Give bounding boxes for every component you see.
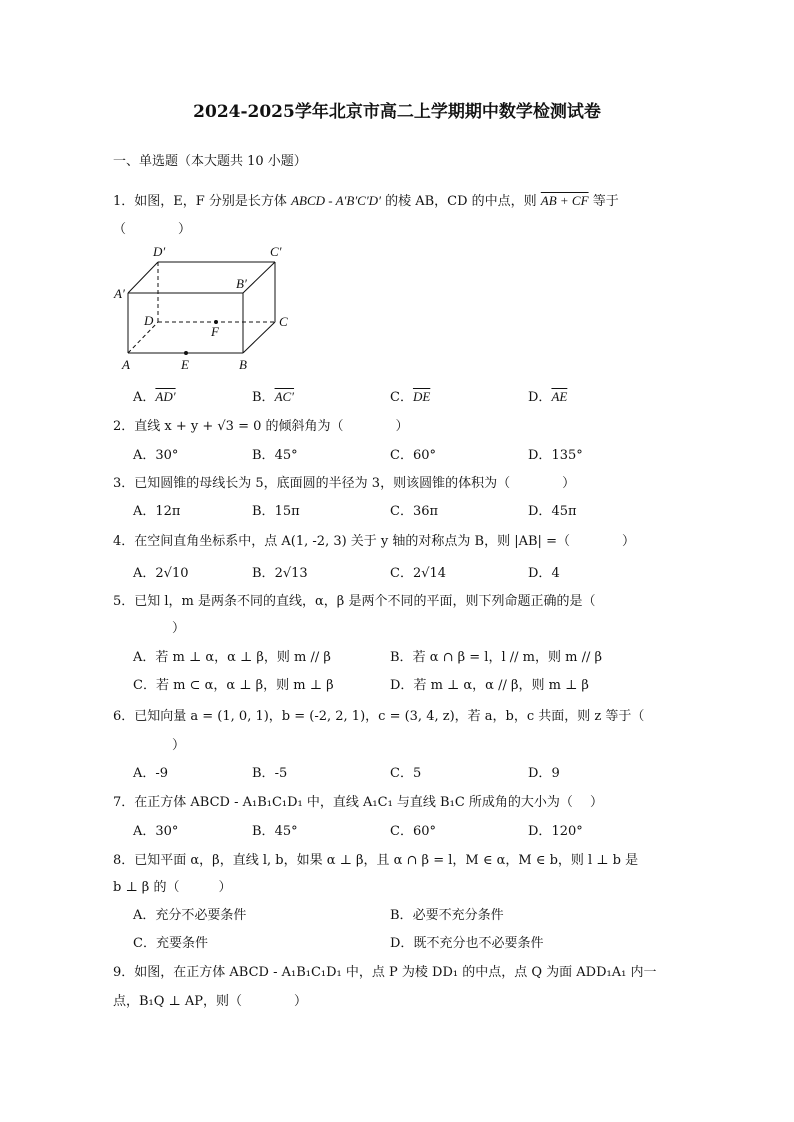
q2-option-a[interactable] <box>133 444 178 463</box>
question-2-stem: 2．直线 x + y + √3 = 0 的倾斜角为（ ） <box>113 419 409 434</box>
option-letter: D． <box>528 566 552 581</box>
q1-stem-end: 等于 <box>592 194 619 209</box>
option-text: $\overline{AE}$ <box>551 389 568 404</box>
q3-option-c[interactable] <box>390 500 438 519</box>
option-text: 60° <box>412 824 436 839</box>
q1-option-d[interactable] <box>528 386 567 405</box>
q5-option-d[interactable] <box>390 674 589 693</box>
option-letter: D． <box>528 390 552 405</box>
q6-option-b[interactable] <box>252 762 287 781</box>
q2-option-c[interactable] <box>390 444 436 463</box>
q5-option-b[interactable] <box>390 646 602 665</box>
option-text: -9 <box>155 766 169 781</box>
q6-option-c[interactable] <box>390 762 421 781</box>
q1-answer-paren: （ ） <box>113 222 192 237</box>
q1-stem-mid: 的棱 AB，CD 的中点，则 <box>385 194 537 209</box>
option-letter: C． <box>390 766 413 781</box>
option-text: 2√13 <box>274 566 308 581</box>
option-text: -5 <box>274 766 288 781</box>
option-letter: B． <box>390 908 413 923</box>
option-letter: D． <box>528 448 552 463</box>
option-text: 既不充分也不必要条件 <box>413 936 544 951</box>
question-5-stem: 5．已知 l，m 是两条不同的直线，α，β 是两个不同的平面，则下列命题正确的是（ <box>113 594 596 609</box>
option-letter: C． <box>133 936 156 951</box>
option-text: AC′ <box>274 389 295 404</box>
option-text: 若 m ⊂ α，α ⊥ β，则 m ⊥ β <box>155 678 334 693</box>
question-8-stem: 8．已知平面 α，β，直线 l, b，如果 α ⊥ β，且 α ∩ β = l，M ∈ α，M ∈ b，则 l ⊥ b 是 <box>113 853 639 868</box>
q8-option-a[interactable] <box>133 904 246 923</box>
q7-option-a[interactable] <box>133 820 178 839</box>
question-4-stem: 4．在空间直角坐标系中，点 A(1, -2, 3) 关于 y 轴的对称点为 B，则 |AB| =（ ） <box>113 534 635 549</box>
option-letter: B． <box>252 824 275 839</box>
label-b: B <box>239 357 247 372</box>
q5-option-c[interactable] <box>133 674 334 693</box>
option-letter: C． <box>390 566 413 581</box>
question-6-stem-cont: ） <box>172 738 186 753</box>
q7-option-c[interactable] <box>390 820 436 839</box>
question-1-stem <box>113 190 619 209</box>
q1-option-c[interactable] <box>390 386 430 405</box>
question-9-stem: 9．如图，在正方体 ABCD - A₁B₁C₁D₁ 中，点 P 为棱 DD₁ 的中点，点 Q 为面 ADD₁A₁ 内一 <box>113 965 657 980</box>
option-text: 12π <box>155 504 181 519</box>
option-text: 135° <box>551 448 583 463</box>
option-text: 60° <box>412 448 436 463</box>
option-text: 120° <box>551 824 583 839</box>
q4-option-a[interactable] <box>133 562 189 581</box>
hidden-edge <box>128 322 158 353</box>
q3-option-d[interactable] <box>528 500 577 519</box>
option-letter: B． <box>252 448 275 463</box>
q7-option-d[interactable] <box>528 820 583 839</box>
q1-box-name: ABCD - A′B′C′D′ <box>291 193 381 208</box>
q1-stem-start: 1．如图，E，F 分别是长方体 <box>113 194 287 209</box>
option-letter: A． <box>133 824 156 839</box>
q8-option-d[interactable] <box>390 932 543 951</box>
label-f: F <box>211 324 219 339</box>
section-heading: 一、单选题（本大题共 10 小题） <box>113 154 307 169</box>
option-letter: A． <box>133 448 156 463</box>
option-text: 30° <box>155 824 179 839</box>
q1-option-b[interactable] <box>252 386 294 405</box>
question-5-stem-cont: ） <box>172 621 186 636</box>
label-b-prime: B′ <box>236 276 247 291</box>
q4-option-b[interactable] <box>252 562 308 581</box>
label-a-prime: A′ <box>114 286 125 301</box>
option-letter: B． <box>252 566 275 581</box>
q3-option-a[interactable] <box>133 500 180 519</box>
option-letter: B． <box>252 504 275 519</box>
option-text: 45° <box>274 448 298 463</box>
option-letter: C． <box>390 504 413 519</box>
option-letter: B． <box>252 390 275 405</box>
question-6-stem: 6．已知向量 a = (1, 0, 1)，b = (-2, 2, 1)，c = (3, 4, z)，若 a，b，c 共面，则 z 等于（ <box>113 709 645 724</box>
option-letter: D． <box>390 678 414 693</box>
option-text: AD′ <box>155 389 176 404</box>
option-text: 36π <box>412 504 439 519</box>
option-text: 45π <box>551 504 577 519</box>
option-text: 5 <box>412 766 422 781</box>
option-text: 若 α ∩ β = l，l // m，则 m // β <box>412 650 602 665</box>
option-letter: D． <box>528 766 552 781</box>
q2-option-b[interactable] <box>252 444 298 463</box>
q6-option-a[interactable] <box>133 762 168 781</box>
q8-option-b[interactable] <box>390 904 504 923</box>
option-text: 15π <box>274 504 300 519</box>
option-letter: C． <box>390 448 413 463</box>
option-letter: D． <box>390 936 414 951</box>
option-letter: A． <box>133 908 156 923</box>
q2-option-d[interactable] <box>528 444 583 463</box>
label-a: A <box>122 357 130 372</box>
q4-option-d[interactable] <box>528 562 560 581</box>
edge <box>128 262 158 293</box>
label-e: E <box>181 357 189 372</box>
page-title: 2024-2025学年北京市高二上学期期中数学检测试卷 <box>193 102 601 122</box>
label-c: C <box>279 314 288 329</box>
edge <box>243 262 275 293</box>
question-7-stem: 7．在正方体 ABCD - A₁B₁C₁D₁ 中，直线 A₁C₁ 与直线 B₁C 所成角的大小为（ ） <box>113 795 604 810</box>
option-text: 2√10 <box>155 566 189 581</box>
q8-option-c[interactable] <box>133 932 208 951</box>
label-d: D <box>144 313 154 328</box>
option-letter: A． <box>133 504 156 519</box>
cuboid-figure <box>108 240 298 375</box>
option-letter: D． <box>528 824 552 839</box>
label-c-prime: C′ <box>270 244 282 259</box>
option-text: 必要不充分条件 <box>412 908 504 923</box>
option-letter: A． <box>133 766 156 781</box>
option-text: 30° <box>155 448 179 463</box>
option-letter: A． <box>133 566 156 581</box>
option-text: 充分不必要条件 <box>155 908 247 923</box>
option-letter: D． <box>528 504 552 519</box>
q1-vector-expr: AB + CF <box>540 193 589 208</box>
option-text: $\overline{DE}$ <box>412 389 431 404</box>
question-8-stem-cont: b ⊥ β 的（ ） <box>113 880 232 895</box>
option-letter: C． <box>390 390 413 405</box>
question-3-stem: 3．已知圆锥的母线长为 5，底面圆的半径为 3，则该圆锥的体积为（ ） <box>113 476 576 491</box>
q1-option-a[interactable] <box>133 386 176 405</box>
option-text: 充要条件 <box>155 936 208 951</box>
q5-option-a[interactable] <box>133 646 331 665</box>
option-letter: B． <box>390 650 413 665</box>
option-letter: C． <box>390 824 413 839</box>
edge <box>243 322 275 353</box>
q4-option-c[interactable] <box>390 562 446 581</box>
option-text: 45° <box>274 824 298 839</box>
option-letter: A． <box>133 390 156 405</box>
option-text: 9 <box>551 766 560 781</box>
option-letter: B． <box>252 766 275 781</box>
q3-option-b[interactable] <box>252 500 300 519</box>
option-text: 2√14 <box>412 566 447 581</box>
q7-option-b[interactable] <box>252 820 298 839</box>
option-text: 若 m ⊥ α，α // β，则 m ⊥ β <box>413 678 589 693</box>
option-text: 若 m ⊥ α，α ⊥ β，则 m // β <box>155 650 331 665</box>
label-d-prime: D′ <box>153 244 166 259</box>
option-text: 4 <box>551 566 560 581</box>
q6-option-d[interactable] <box>528 762 560 781</box>
option-letter: C． <box>133 678 156 693</box>
question-9-stem-cont: 点，B₁Q ⊥ AP，则（ ） <box>113 994 308 1009</box>
point-e <box>184 351 188 355</box>
option-letter: A． <box>133 650 156 665</box>
